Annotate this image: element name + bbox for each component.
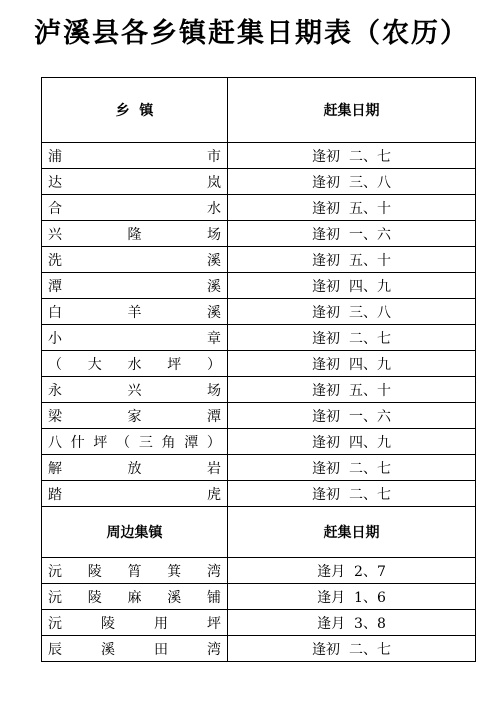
township-name: 合 水 [48,200,221,217]
nearby-town-name: 沅 陵 用 坪 [48,615,221,632]
nearby-market-date-column-header: 赶集日期 [228,507,476,558]
market-date-cell: 逢月 2、7 [228,558,476,584]
table-row [42,169,476,195]
market-date-cell: 逢初 四、九 [228,429,476,455]
market-date-cell: 逢月 1、6 [228,584,476,610]
township-name: 梁 家 潭 [48,408,221,425]
township-column-header: 乡 镇 [42,78,228,143]
township-name: 小 章 [48,330,221,347]
township-name: 踏 虎 [48,486,221,503]
table-row [42,636,476,662]
table-row [42,247,476,273]
market-date-cell: 逢初 二、七 [228,325,476,351]
market-date-cell: 逢初 二、七 [228,481,476,507]
table-row [42,195,476,221]
township-name-cell [42,481,228,507]
township-name-cell [42,325,228,351]
township-name-cell [42,221,228,247]
township-name-cell [42,351,228,377]
nearby-town-name-cell [42,584,228,610]
table-row [42,429,476,455]
township-name-cell [42,169,228,195]
market-date-cell: 逢初 一、六 [228,403,476,429]
market-date-cell: 逢初 三、八 [228,169,476,195]
market-date-cell: 逢初 二、七 [228,636,476,662]
page-title: 泸溪县各乡镇赶集日期表（农历） [34,18,469,49]
township-name: 八 什 坪 （ 三 角 潭 ） [48,434,221,451]
header-row [42,78,476,143]
market-date-cell: 逢初 二、七 [228,143,476,169]
table-row [42,481,476,507]
township-name-cell [42,299,228,325]
market-date-cell: 逢初 二、七 [228,455,476,481]
township-name: 兴 隆 场 [48,226,221,243]
township-name-cell [42,273,228,299]
nearby-town-name-cell [42,636,228,662]
township-name: 潭 溪 [48,278,221,295]
township-name: 永 兴 场 [48,382,221,399]
nearby-header-row [42,507,476,558]
township-name-cell [42,195,228,221]
township-name-cell [42,143,228,169]
market-date-cell: 逢初 三、八 [228,299,476,325]
table-row [42,143,476,169]
market-schedule-table [41,77,476,662]
table-row [42,221,476,247]
table-row [42,377,476,403]
township-name-cell [42,455,228,481]
table-row [42,455,476,481]
township-name: 浦 市 [48,148,221,165]
market-date-cell: 逢初 五、十 [228,377,476,403]
market-date-cell: 逢初 一、六 [228,221,476,247]
nearby-town-name: 辰 溪 田 湾 [48,641,221,658]
table-row [42,584,476,610]
nearby-town-name: 沅 陵 麻 溪 铺 [48,589,221,606]
table-row [42,558,476,584]
township-name: 洗 溪 [48,252,221,269]
market-date-cell: 逢初 五、十 [228,247,476,273]
market-date-cell: 逢初 四、九 [228,273,476,299]
township-name: 白 羊 溪 [48,304,221,321]
table-row [42,299,476,325]
township-name-cell [42,247,228,273]
market-date-cell: 逢初 五、十 [228,195,476,221]
nearby-towns-column-header: 周边集镇 [42,507,228,558]
nearby-town-name-cell [42,558,228,584]
township-name-cell [42,429,228,455]
township-name-cell [42,403,228,429]
township-name: 解 放 岩 [48,460,221,477]
township-name-cell [42,377,228,403]
market-date-column-header: 赶集日期 [228,78,476,143]
township-name: （ 大 水 坪 ） [48,356,221,373]
nearby-town-name: 沅 陵 筲 箕 湾 [48,563,221,580]
table-row [42,403,476,429]
market-date-cell: 逢初 四、九 [228,351,476,377]
table-row [42,351,476,377]
table-row [42,273,476,299]
market-date-cell: 逢月 3、8 [228,610,476,636]
table-row [42,610,476,636]
table-row [42,325,476,351]
township-name: 达 岚 [48,174,221,191]
nearby-town-name-cell [42,610,228,636]
